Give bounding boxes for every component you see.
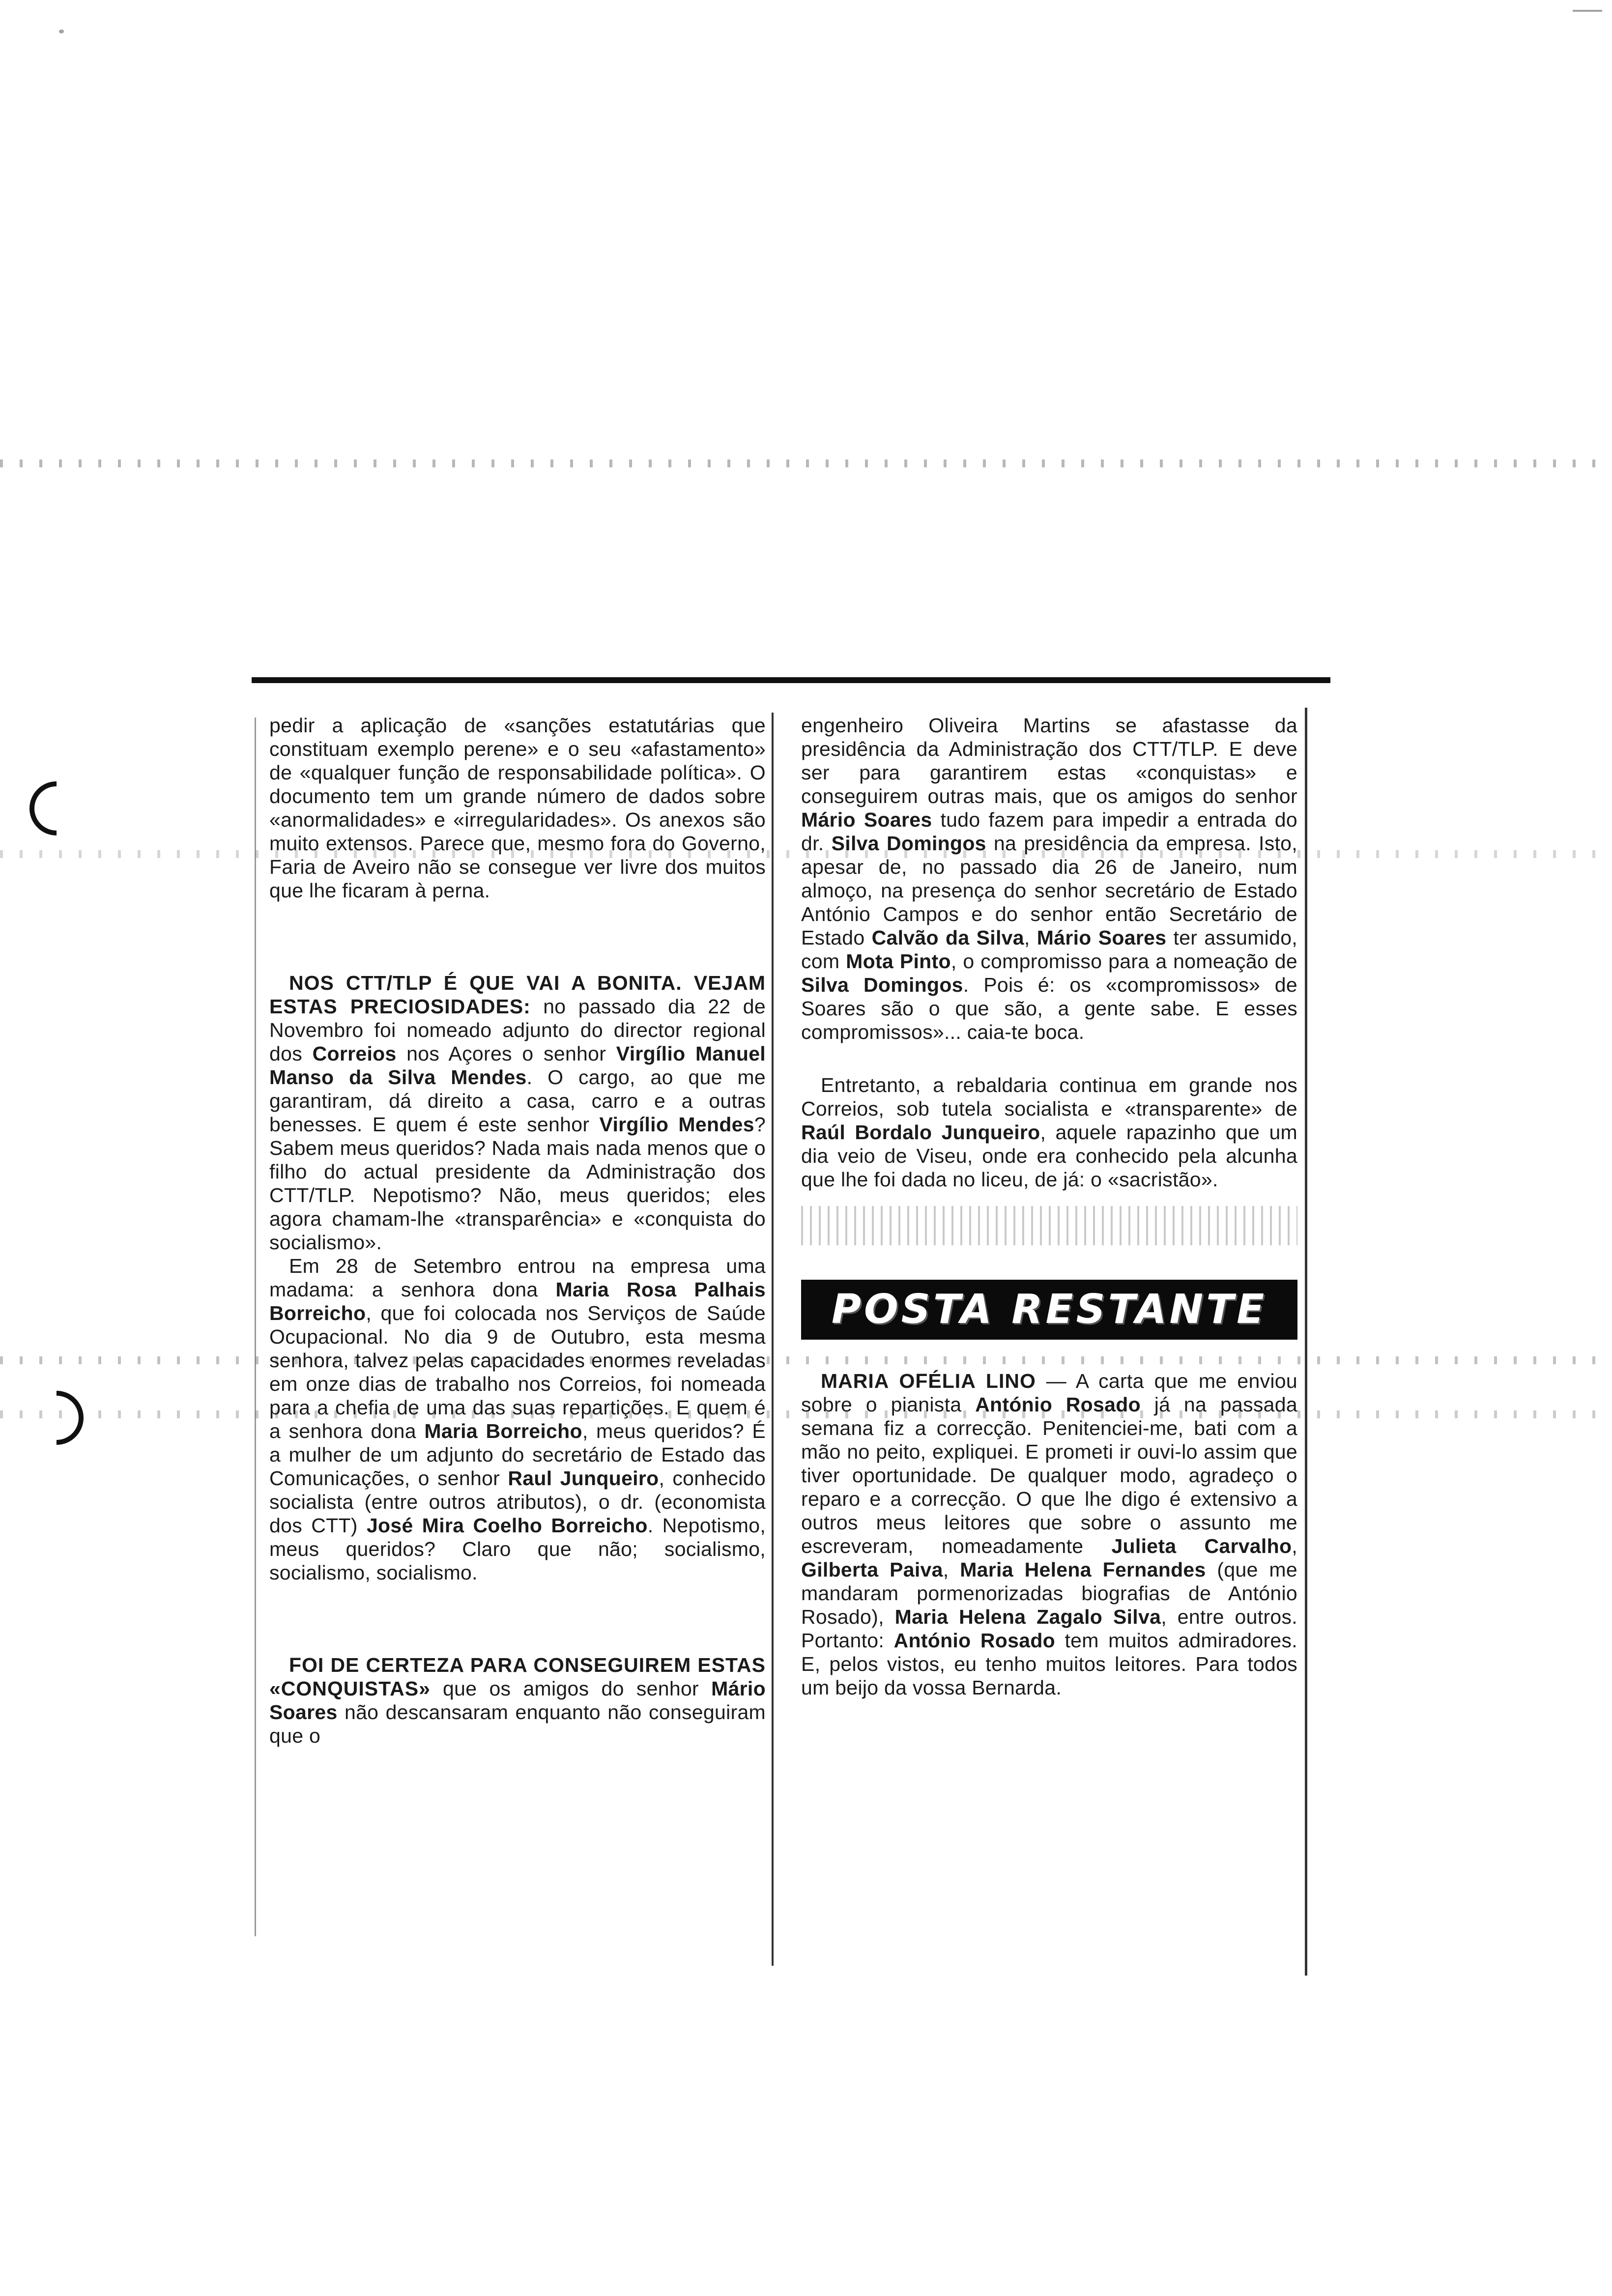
name-run: Virgílio Mendes bbox=[599, 1113, 754, 1136]
text-run: . Nepotismo, meus queridos? Claro que não; socialismo, socialismo, socialismo. bbox=[269, 1514, 766, 1584]
punch-hole-mark bbox=[18, 770, 95, 847]
text-run: nos Açores o senhor bbox=[406, 1042, 606, 1065]
name-run: Maria Helena Fernandes bbox=[960, 1558, 1206, 1581]
spacer bbox=[269, 1584, 766, 1653]
text-run: no passado dia 22 de Novembro foi nomeado adjunto do director regional dos bbox=[269, 995, 766, 1065]
name-run: António Rosado bbox=[975, 1393, 1141, 1416]
text-run: . Pois é: os «compromissos» de Soares são o que são, a gente sabe. E esses compromissos»... caia-te boca. bbox=[801, 974, 1298, 1043]
name-run: Mário Soares bbox=[801, 808, 932, 831]
right-column bbox=[801, 714, 1297, 1699]
text-run: , aquele rapazinho que um dia veio de Viseu, onde era conhecido pela alcunha que lhe foi dada no liceu, de já: o «sacristão». bbox=[801, 1121, 1298, 1191]
text-run: já na passada semana fiz a correcção. Penitenciei-me, bati com a mão no peito, expliquei. E prometi ir ouvi-lo assim que tiver oportunidade. De qualquer modo, agradeço o reparo e a correcção. O que lhe digo é extensivo a outros meus leitores que sobre o assunto me escreveram, nomeadamente bbox=[801, 1393, 1297, 1557]
punch-hole-mark bbox=[18, 1379, 95, 1456]
left-paragraph-3 bbox=[269, 1254, 766, 1584]
scan-noise-band bbox=[0, 459, 1612, 467]
column-rule-middle bbox=[772, 713, 774, 1966]
right-paragraph-1 bbox=[801, 714, 1297, 1044]
text-run: tem muitos admiradores. E, pelos vistos, eu tenho muitos leitores. Para todos um beijo da vossa Bernarda. bbox=[801, 1629, 1297, 1699]
text-run: Entretanto, a rebaldaria continua em grande nos Correios, sob tutela socialista e «transparente» de bbox=[801, 1074, 1297, 1120]
text-run: , bbox=[1292, 1535, 1297, 1557]
text-run: , meus queridos? É a mulher de um adjunto do secretário de Estado das Comunicações, o senhor bbox=[269, 1420, 766, 1490]
name-run: Mota Pinto bbox=[846, 950, 951, 973]
name-run: Raúl Bordalo Junqueiro bbox=[801, 1121, 1040, 1144]
name-run: Maria Helena Zagalo Silva bbox=[894, 1606, 1161, 1628]
scan-speck bbox=[1573, 10, 1602, 12]
name-run: António Rosado bbox=[893, 1629, 1056, 1652]
text-run: Em 28 de Setembro entrou na empresa uma madama: a senhora dona bbox=[269, 1255, 766, 1301]
spacer bbox=[269, 902, 766, 971]
text-run: engenheiro Oliveira Martins se afastasse da presidência da Administração dos CTT/TLP. E deve ser para garantirem estas «conquistas» e conseguirem outras mais, que os amigos do senhor bbox=[801, 714, 1297, 807]
name-run: Calvão da Silva bbox=[871, 926, 1024, 949]
text-run: , entre outros. Portanto: bbox=[801, 1606, 1297, 1652]
name-run: Mário Soares bbox=[269, 1677, 766, 1723]
text-run: , que foi colocada nos Serviços de Saúde Ocupacional. No dia 9 de Outubro, esta mesma senhora, talvez pelas capacidades enormes reveladas em onze dias de trabalho nos Correios, foi nomeada para a chefia de uma das suas repartições. E quem é a senhora dona bbox=[269, 1302, 766, 1442]
name-run: Silva Domingos bbox=[831, 832, 986, 855]
spacer bbox=[801, 1044, 1297, 1073]
text-run: , bbox=[943, 1558, 949, 1581]
name-run: Gilberta Paiva bbox=[801, 1558, 943, 1581]
left-column bbox=[269, 714, 766, 1748]
scan-noise-area bbox=[801, 1206, 1297, 1245]
column-rule-right bbox=[1305, 708, 1307, 1976]
text-run: (que me mandaram pormenorizadas biografias de António Rosado), bbox=[801, 1558, 1297, 1628]
scan-speck bbox=[59, 29, 64, 33]
text-run: na presidência da empresa. Isto, apesar de, no passado dia 26 de Janeiro, num almoço, na presença do senhor secretário de Estado António Campos e do senhor então Secretário de Estado bbox=[801, 832, 1297, 949]
right-paragraph-2 bbox=[801, 1073, 1297, 1191]
name-run: Virgílio Manuel Manso da Silva Mendes bbox=[269, 1042, 766, 1089]
section-heading-conquistas: FOI DE CERTEZA PARA CONSEGUIREM ESTAS «CONQUISTAS» bbox=[269, 1654, 766, 1700]
left-paragraph-1: pedir a aplicação de «sanções estatutárias que constituam exemplo perene» e o seu «afastamento» de «qualquer função de responsabilidade política». O documento tem um grande número de dados sobre «anormalidades» e «irregularidades». Os anexos são muito extensos. Parece que, mesmo fora do Governo, Faria de Aveiro não se consegue ver livre dos muitos que lhe ficaram à perna. bbox=[269, 714, 766, 902]
text-run: não descansaram enquanto não conseguiram que o bbox=[269, 1701, 766, 1747]
letter-recipient-heading: MARIA OFÉLIA LINO bbox=[821, 1370, 1036, 1392]
text-run: ter assumido, com bbox=[801, 926, 1297, 973]
text-run: ? Sabem meus queridos? Nada mais nada menos que o filho do actual presidente da Administração dos CTT/TLP. Nepotismo? Não, meus queridos; eles agora chamam-lhe «transparência» e «conquista do socialismo». bbox=[269, 1113, 766, 1254]
left-paragraph-2 bbox=[269, 971, 766, 1254]
text-run: — A carta que me enviou sobre o pianista bbox=[801, 1370, 1297, 1416]
name-run: Julieta Carvalho bbox=[1111, 1535, 1292, 1557]
section-heading-ctt: NOS CTT/TLP É QUE VAI A BONITA. VEJAM ESTAS PRECIOSIDADES: bbox=[269, 972, 766, 1018]
banner-title: POSTA RESTANTE bbox=[831, 1286, 1267, 1333]
text-run: . O cargo, ao que me garantiram, dá direito a casa, carro e a outras benesses. E quem é este senhor bbox=[269, 1066, 766, 1136]
top-rule bbox=[252, 677, 1330, 683]
name-run: Correios bbox=[312, 1042, 397, 1065]
text-run: , conhecido socialista (entre outros atributos), o dr. (economista dos CTT) bbox=[269, 1467, 766, 1537]
name-run: José Mira Coelho Borreicho bbox=[366, 1514, 648, 1537]
name-run: Maria Rosa Palhais Borreicho bbox=[269, 1278, 766, 1324]
posta-restante-banner bbox=[801, 1280, 1297, 1340]
text-run: , bbox=[1024, 926, 1030, 949]
name-run: Maria Borreicho bbox=[424, 1420, 582, 1442]
text-run: tudo fazem para impedir a entrada do dr. bbox=[801, 808, 1298, 855]
name-run: Silva Domingos bbox=[801, 974, 963, 996]
text-run: , o compromisso para a nomeação de bbox=[950, 950, 1297, 973]
left-paragraph-4 bbox=[269, 1653, 766, 1748]
name-run: Mário Soares bbox=[1036, 926, 1167, 949]
column-rule-left bbox=[255, 718, 256, 1936]
text-run: que os amigos do senhor bbox=[443, 1677, 699, 1700]
name-run: Raul Junqueiro bbox=[508, 1467, 659, 1490]
right-paragraph-3 bbox=[801, 1369, 1297, 1699]
